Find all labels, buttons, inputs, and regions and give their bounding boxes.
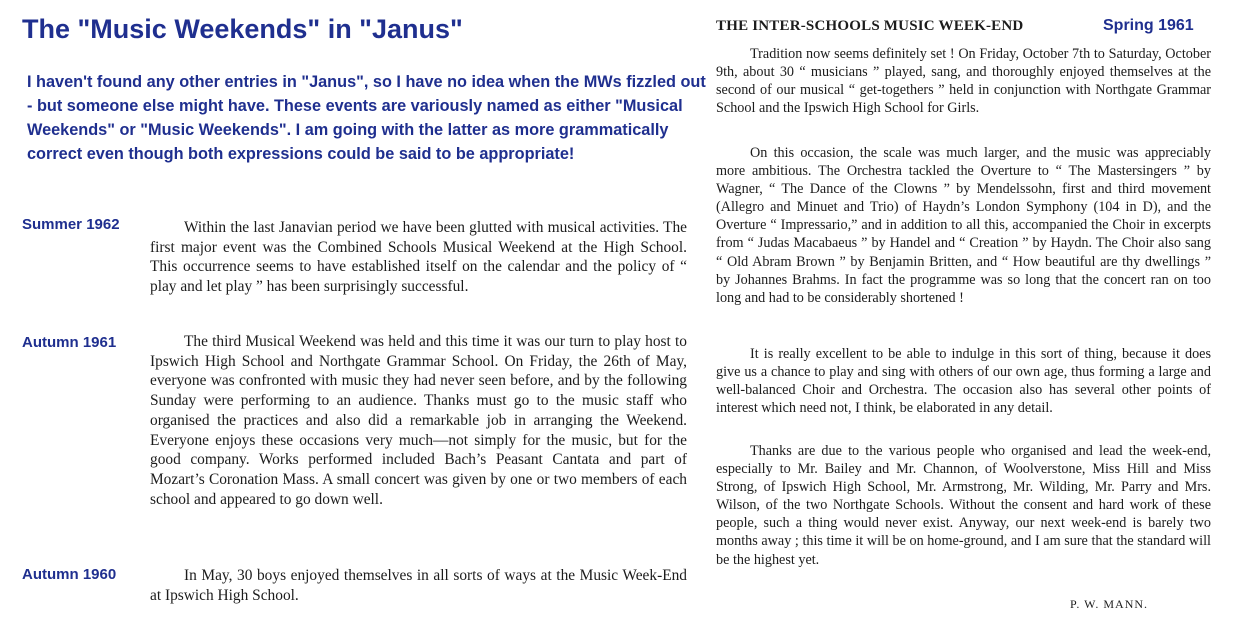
article-title: THE INTER-SCHOOLS MUSIC WEEK-END (716, 18, 1024, 34)
entry-date-summer-1962: Summer 1962 (22, 216, 120, 233)
entry-text-summer-1962 (150, 218, 687, 297)
paragraph-text: It is really excellent to be able to indulge in this sort of thing, because it does give us a chance to play and sing with others of our own age, thus forming a large and well-balanced Choir and Orchestra. The occasion also has several other points of interest which need not, I think, be elaborated in any detail. (716, 346, 1211, 417)
entry-text: Within the last Janavian period we have been glutted with musical activities. The first major event was the Combined Schools Musical Weekend at the High School. This occurrence seems to have established itself on the calendar and the policy of “ play and let play ” has been surprisingly successful. (150, 219, 687, 296)
article-date: Spring 1961 (1103, 17, 1194, 34)
intro-text: I haven't found any other entries in "Janus", so I have no idea when the MWs fizzled out - but someone else might have. These events are variously named as either "Musical Weekends" or "Music Weekends". I am going with the latter as more grammatically correct even though both expressions could be said to be appropriate! (27, 73, 706, 163)
entry-text-autumn-1960 (150, 566, 687, 605)
paragraph-text: Thanks are due to the various people who organised and lead the week-end, especially to Mr. Bailey and Mr. Channon, of Woolverstone, Miss Hill and Miss Strong, of Ipswich High School, Mr. Armstrong, Mr. Wilding, Mr. Parry and Mrs. Wilson, of the two Northgate Schools. Without the consent and hard work of these people, such a thing would never exist. Anyway, our next week-end is barely two months away ; this time it will be on home-ground, and I am sure that the standard will be the highest yet. (716, 443, 1211, 568)
article-paragraph-4 (716, 442, 1211, 569)
article-paragraph-1 (716, 45, 1211, 117)
entry-date-autumn-1960: Autumn 1960 (22, 566, 117, 583)
paragraph-text: On this occasion, the scale was much larger, and the music was appreciably more ambitious. The Orchestra tackled the Overture to “ The Mastersingers ” by Wagner, “ The Dance of the Clowns ” by Mendelssohn, first and third movement (Allegro and Minuet and Trio) of Haydn’s London Symphony (104 in D), and the Overture “ Impressario,” and in addition to all this, accompanied the Choir in excerpts from “ Judas Macabaeus ” by Handel and “ Creation ” by Haydn. The Choir also sang “ Old Abram Brown ” by Benjamin Britten, and “ How beautiful are thy dwellings ” by Johannes Brahms. In fact the programme was so long that the concert ran on too long and had to be considerably shortened ! (716, 145, 1211, 306)
entry-date-autumn-1961: Autumn 1961 (22, 334, 117, 351)
entry-text-autumn-1961 (150, 332, 687, 509)
article-paragraph-3 (716, 345, 1211, 417)
entry-text: In May, 30 boys enjoyed themselves in all sorts of ways at the Music Week-End at Ipswich High School. (150, 567, 687, 604)
entry-text: The third Musical Weekend was held and this time it was our turn to play host to Ipswich High School and Northgate Grammar School. On Friday, the 26th of May, everyone was confronted with music they had never seen before, and by the following Sunday were performing to an audience. Thanks must go to the music staff who organised the practices and also did a remarkable job in arranging the Weekend. Everyone enjoys these occasions very much—not simply for the music, but for the good company. Works performed included Bach’s Peasant Cantata and part of Mozart’s Coronation Mass. A small concert was given by one or two members of each school and appeared to go down well. (150, 333, 687, 508)
paragraph-text: Tradition now seems definitely set ! On Friday, October 7th to Saturday, October 9th, about 30 “ musicians ” played, sang, and thoroughly enjoyed themselves at the second of our musical “ get-togethers ” held in conjunction with Northgate Grammar School and the Ipswich High School for Girls. (716, 46, 1211, 117)
page-title: The "Music Weekends" in "Janus" (22, 14, 463, 44)
article-paragraph-2 (716, 144, 1211, 307)
article-signature: P. W. MANN. (1070, 597, 1149, 611)
